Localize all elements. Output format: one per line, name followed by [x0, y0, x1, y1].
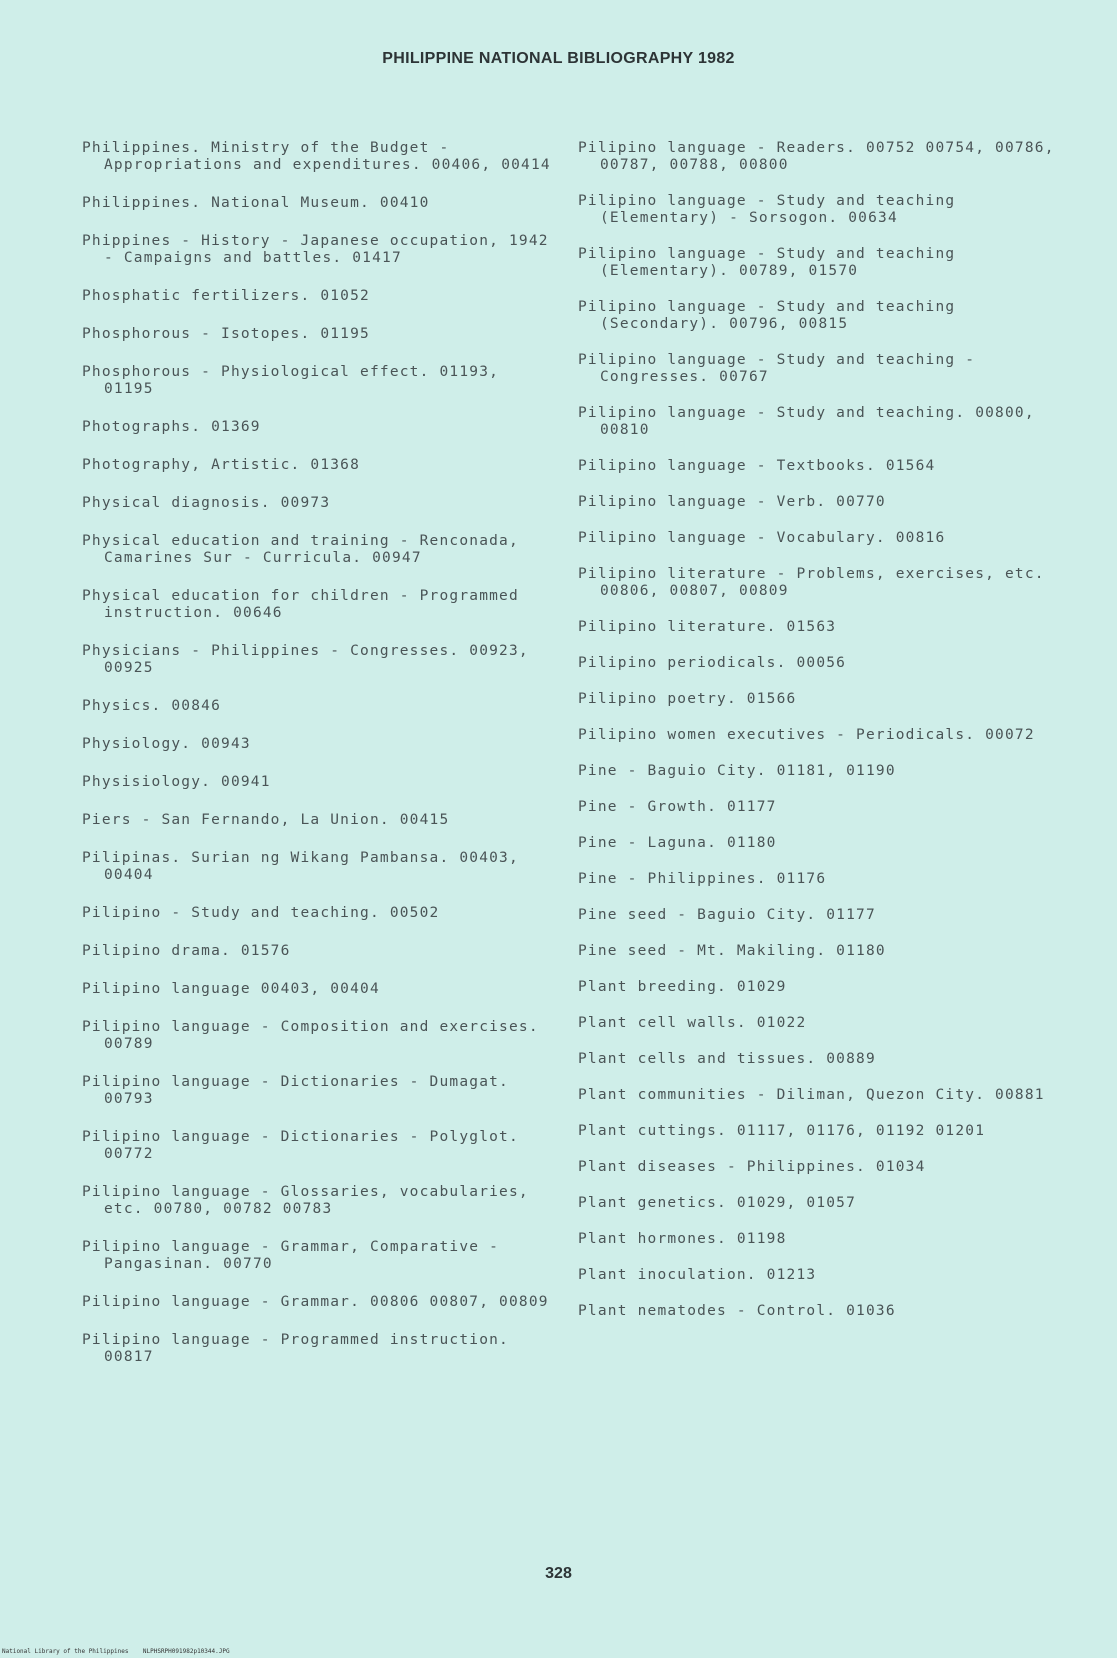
index-entry: Philippines. Ministry of the Budget - Appropriations and expenditures. 00406, 00414	[82, 140, 551, 173]
index-entry: Plant hormones. 01198	[578, 1231, 787, 1247]
index-entry: Physics. 00846	[82, 698, 222, 714]
index-entry: Pilipino literature. 01563	[578, 619, 837, 635]
index-entry: Plant genetics. 01029, 01057	[578, 1195, 857, 1211]
index-entry: Pilipino language - Composition and exercises. 00789	[82, 1019, 539, 1052]
index-entry: Pilipino women executives - Periodicals. 00072	[578, 727, 1035, 743]
index-entry: Phosphatic fertilizers. 01052	[82, 288, 370, 304]
page-title: PHILIPPINE NATIONAL BIBLIOGRAPHY 1982	[382, 50, 735, 67]
index-entry: Plant diseases - Philippines. 01034	[578, 1159, 926, 1175]
index-entry: Pilipino language - Grammar, Comparative - Pangasinan. 00770	[82, 1239, 500, 1272]
page-number: 328	[545, 1565, 572, 1582]
index-entry: Pilipino language - Study and teaching (Secondary). 00796, 00815	[578, 299, 956, 332]
index-entry: Pilipino drama. 01576	[82, 943, 291, 959]
index-entry: Physical education and training - Renconada, Camarines Sur - Curricula. 00947	[82, 533, 519, 566]
index-entry: Plant cuttings. 01117, 01176, 01192 01201	[578, 1123, 986, 1139]
left-index-column	[82, 140, 552, 1387]
index-entry: Pilipino language - Dictionaries - Dumagat. 00793	[82, 1074, 509, 1107]
index-entry: Pilipino language - Textbooks. 01564	[578, 458, 936, 474]
index-entry: Pilipino periodicals. 00056	[578, 655, 847, 671]
index-entry: Plant cells and tissues. 00889	[578, 1051, 876, 1067]
source-footer: National Library of the Philippines NLPHSRPH091982p10344.JPG	[2, 1648, 230, 1655]
index-entry: Physicians - Philippines - Congresses. 00923, 00925	[82, 643, 529, 676]
index-entry: Pilipino language - Glossaries, vocabularies, etc. 00780, 00782 00783	[82, 1184, 529, 1217]
index-entry: Pilipinas. Surian ng Wikang Pambansa. 00403, 00404	[82, 850, 519, 883]
index-entry: Pilipino literature - Problems, exercises, etc. 00806, 00807, 00809	[578, 566, 1045, 599]
index-entry: Pine - Laguna. 01180	[578, 835, 777, 851]
index-entry: Phosphorous - Isotopes. 01195	[82, 326, 370, 342]
index-entry: Plant communities - Diliman, Quezon City. 00881	[578, 1087, 1045, 1103]
index-entry: Physical diagnosis. 00973	[82, 495, 331, 511]
index-entry: Pilipino language - Study and teaching. 00800, 00810	[578, 405, 1035, 438]
index-entry: Plant nematodes - Control. 01036	[578, 1303, 896, 1319]
index-entry: Pine seed - Mt. Makiling. 01180	[578, 943, 886, 959]
index-entry: Philippines. National Museum. 00410	[82, 195, 430, 211]
index-entry: Pilipino language - Grammar. 00806 00807, 00809	[82, 1294, 549, 1310]
index-entry: Photography, Artistic. 01368	[82, 457, 361, 473]
index-entry: Pine - Growth. 01177	[578, 799, 777, 815]
index-entry: Plant cell walls. 01022	[578, 1015, 807, 1031]
index-entry: Pilipino language - Verb. 00770	[578, 494, 886, 510]
index-entry: Pine seed - Baguio City. 01177	[578, 907, 876, 923]
index-entry: Pilipino language - Study and teaching (Elementary). 00789, 01570	[578, 246, 956, 279]
right-index-column	[578, 140, 1078, 1339]
index-entry: Pilipino - Study and teaching. 00502	[82, 905, 440, 921]
index-entry: Pilipino language 00403, 00404	[82, 981, 380, 997]
index-entry: Pine - Philippines. 01176	[578, 871, 827, 887]
index-entry: Pilipino language - Vocabulary. 00816	[578, 530, 946, 546]
index-entry: Physisiology. 00941	[82, 774, 271, 790]
index-entry: Pilipino language - Dictionaries - Polyglot. 00772	[82, 1129, 519, 1162]
index-entry: Pine - Baguio City. 01181, 01190	[578, 763, 896, 779]
index-entry: Plant inoculation. 01213	[578, 1267, 817, 1283]
index-entry: Phippines - History - Japanese occupation, 1942 - Campaigns and battles. 01417	[82, 233, 549, 266]
index-entry: Piers - San Fernando, La Union. 00415	[82, 812, 450, 828]
index-entry: Plant breeding. 01029	[578, 979, 787, 995]
index-entry: Physical education for children - Programmed instruction. 00646	[82, 588, 519, 621]
index-entry: Physiology. 00943	[82, 736, 251, 752]
index-entry: Pilipino language - Readers. 00752 00754, 00786, 00787, 00788, 00800	[578, 140, 1055, 173]
index-entry: Photographs. 01369	[82, 419, 261, 435]
index-entry: Phosphorous - Physiological effect. 01193, 01195	[82, 364, 500, 397]
index-entry: Pilipino language - Study and teaching - Congresses. 00767	[578, 352, 976, 385]
index-entry: Pilipino language - Programmed instruction. 00817	[82, 1332, 509, 1365]
index-entry: Pilipino poetry. 01566	[578, 691, 797, 707]
index-entry: Pilipino language - Study and teaching (Elementary) - Sorsogon. 00634	[578, 193, 956, 226]
